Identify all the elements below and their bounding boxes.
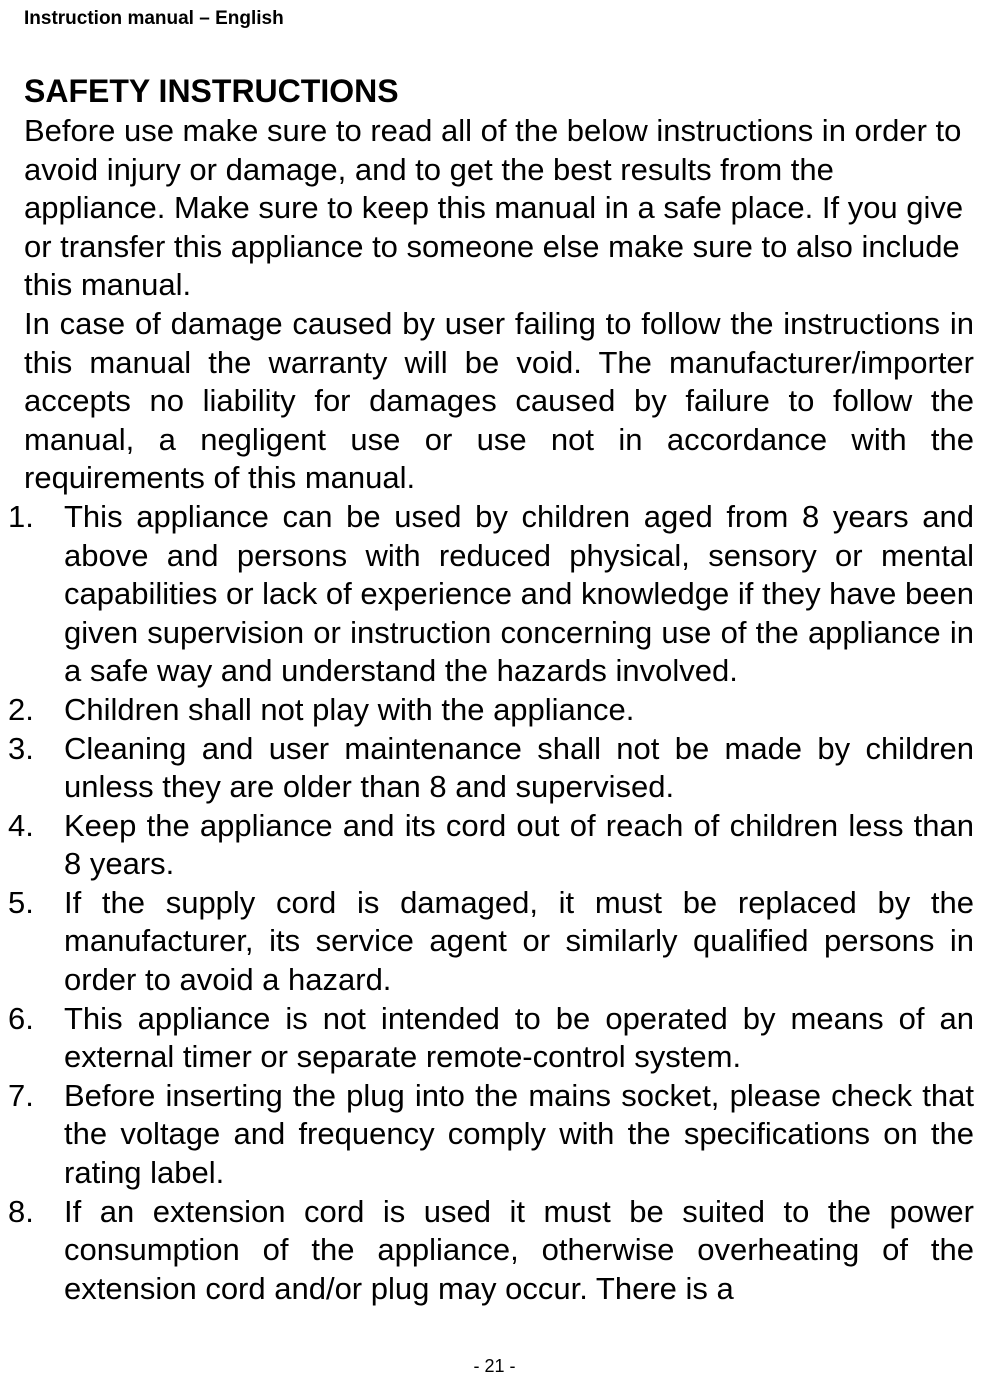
safety-section [8,70,974,1308]
page-number: - 21 - [473,1356,516,1376]
item-number: 2. [8,691,34,727]
section-title: SAFETY INSTRUCTIONS [24,73,399,109]
item-number: 3. [8,730,34,766]
page-header: Instruction manual – English [24,8,284,29]
list-item [8,730,974,807]
item-number: 7. [8,1077,34,1113]
item-text: Cleaning and user maintenance shall not be made by children unless they are older than 8 and supervised. [64,730,974,805]
item-text: This appliance is not intended to be operated by means of an external timer or separate remote-control system. [64,1000,974,1075]
item-number: 1. [8,498,34,534]
list-item [8,498,974,691]
item-text: If an extension cord is used it must be suited to the power consumption of the appliance, otherwise overheating of the extension cord and/or plug may occur. There is a [64,1193,974,1306]
safety-list [8,498,974,1308]
item-text: If the supply cord is damaged, it must be replaced by the manufacturer, its service agent or similarly qualified persons in order to avoid a hazard. [64,884,974,998]
intro-paragraph: Before use make sure to read all of the below instructions in order to avoid injury or damage, and to get the best results from the appliance. Make sure to keep this manual in a safe place. If you give or transfer this appliance to someone else make sure to also include this manual. [24,113,964,303]
item-number: 5. [8,884,34,920]
item-number: 6. [8,1000,34,1036]
item-number: 4. [8,807,34,843]
list-item [8,1000,974,1077]
list-item [8,807,974,884]
item-text: Before inserting the plug into the mains socket, please check that the voltage and frequency comply with the specifications on the rating label. [64,1077,974,1191]
list-item [8,1077,974,1193]
list-item [8,1193,974,1309]
item-text: Children shall not play with the appliance. [64,691,635,727]
item-number: 8. [8,1193,34,1229]
item-text: Keep the appliance and its cord out of reach of children less than 8 years. [64,807,974,882]
item-text: This appliance can be used by children aged from 8 years and above and persons with reduced physical, sensory or mental capabilities or lack of experience and knowledge if they have been given supervision or instruction concerning use of the appliance in a safe way and understand the hazards involved. [64,498,974,689]
list-item [8,884,974,1000]
list-item [8,691,974,730]
warranty-paragraph: In case of damage caused by user failing to follow the instructions in this manual the warranty will be void. The manufacturer/importer accepts no liability for damages caused by failure to follow the manual, a negligent use or use not in accordance with the requirements of this manual. [24,305,974,496]
